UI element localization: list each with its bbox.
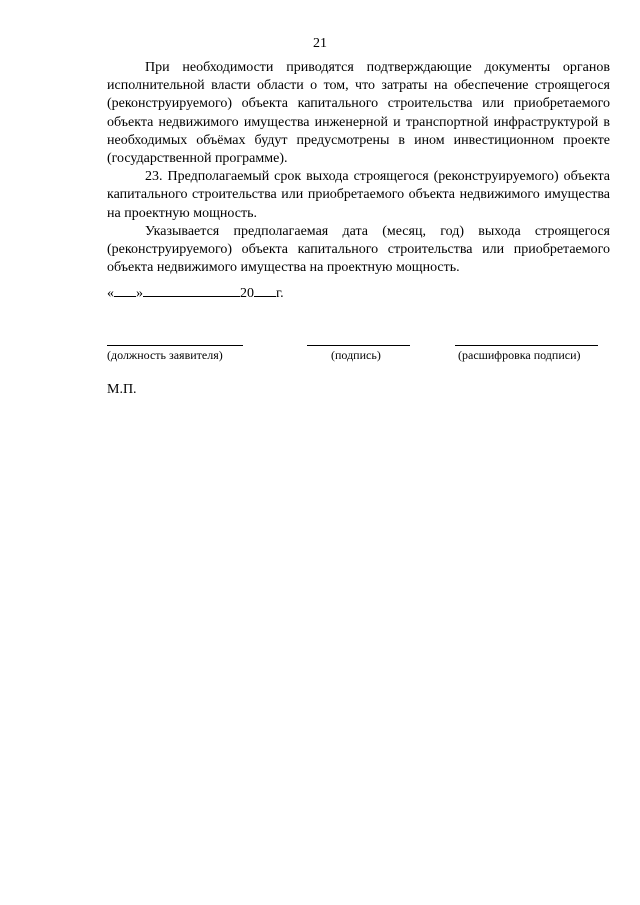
year-prefix: 20 [240, 286, 254, 301]
transcript-line[interactable] [455, 345, 598, 346]
document-body [107, 59, 610, 277]
year-blank[interactable] [254, 284, 276, 297]
position-line[interactable] [107, 345, 243, 346]
year-suffix: г. [276, 286, 284, 301]
signature-caption: (подпись) [331, 348, 381, 362]
paragraph-item-23: 23. Предполагаемый срок выхода строящегося (реконструируемого) объекта капитального строительства или приобретаемого объекта недвижимого имущества на проектную мощность. [107, 169, 610, 221]
page-number: 21 [313, 36, 327, 51]
paragraph-supporting-documents: При необходимости приводятся подтверждающие документы органов исполнительной власти области о том, что затраты на обеспечение строящегося (реконструируемого) объекта капитального строительства или приобретаемого объекта недвижимого имущества инженерной и транспортной инфраструктурой в необходимых объёмах будут предусмотрены в ином инвестиционном проекте (государственной программе). [107, 60, 610, 167]
signature-line[interactable] [307, 345, 410, 346]
date-line [107, 284, 284, 302]
date-close-quote: » [136, 286, 143, 301]
date-open-quote: « [107, 286, 114, 301]
transcript-caption: (расшифровка подписи) [458, 348, 581, 362]
position-caption: (должность заявителя) [107, 348, 223, 362]
stamp-label: М.П. [107, 382, 137, 397]
paragraph-date-instruction: Указывается предполагаемая дата (месяц, год) выхода строящегося (реконструируемого) объекта капитального строительства или приобретаемого объекта недвижимого имущества на проектную мощность. [107, 223, 610, 276]
month-blank[interactable] [143, 284, 240, 297]
day-blank[interactable] [114, 284, 136, 297]
